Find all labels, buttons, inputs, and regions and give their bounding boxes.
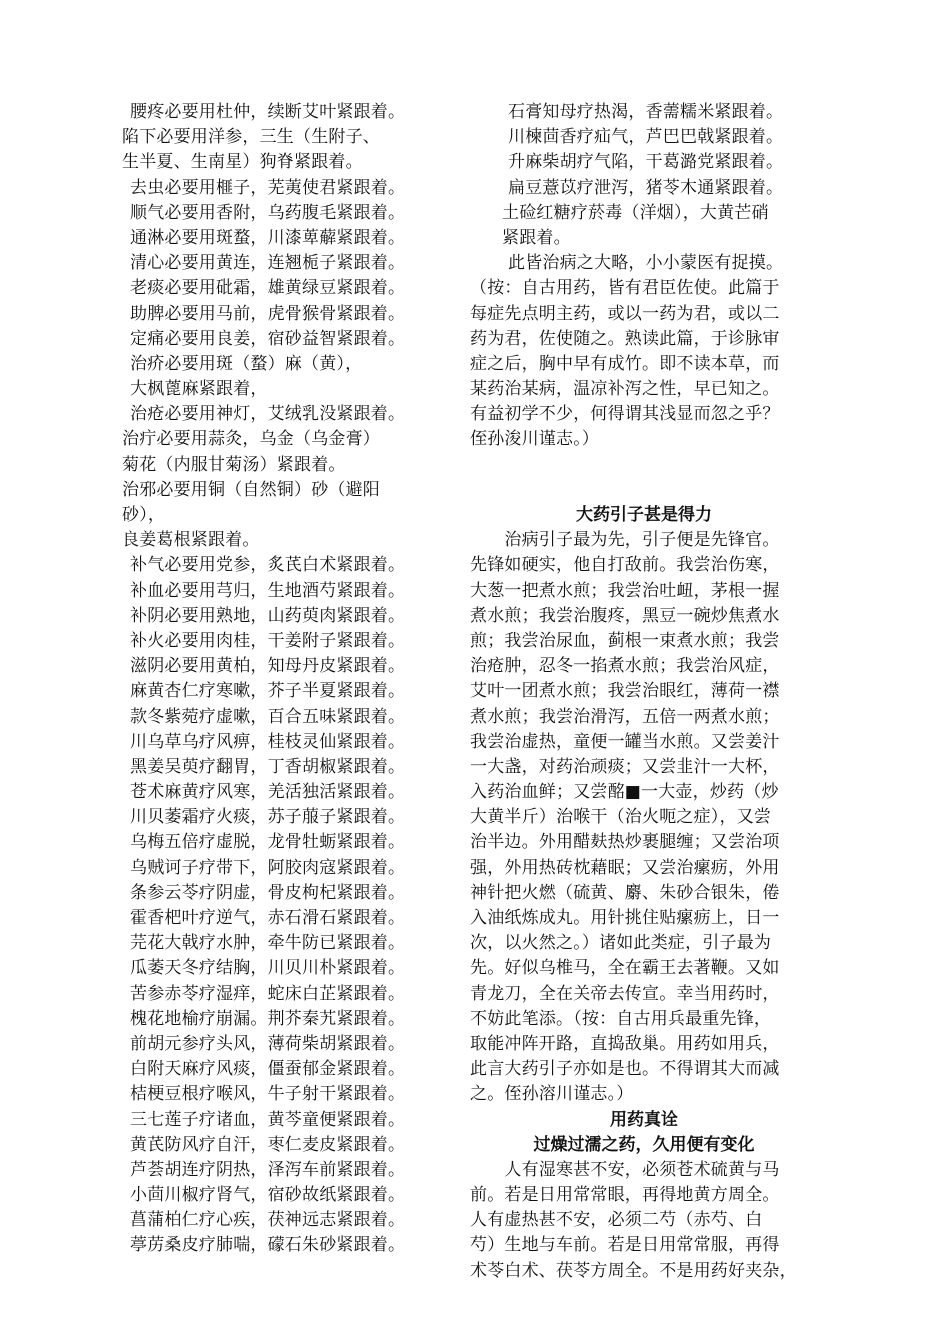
text-line: 煮水煎；我尝治腹疼，黑豆一碗炒焦煮水 xyxy=(470,605,780,626)
text-line: （按：自古用药，皆有君臣佐使。此篇于 xyxy=(470,278,780,299)
text-line: 治邪必要用铜（自然铜）砂（避阳 xyxy=(122,479,380,500)
text-line: 川楝茴香疗疝气，芦巴巴戟紧跟着。 xyxy=(508,127,784,148)
text-line: 定痛必要用良姜，宿砂益智紧跟着。 xyxy=(130,328,406,349)
text-line: 芫花大戟疗水肿，牵牛防已紧跟着。 xyxy=(130,933,406,954)
section-gap xyxy=(470,478,818,503)
text-line: 取能冲阵开路，直捣敌巢。用药如用兵， xyxy=(470,1033,780,1054)
text-line: 槐花地榆疗崩漏。荆芥秦艽紧跟着。 xyxy=(130,1008,406,1029)
text-line: 砂）， xyxy=(122,505,166,525)
section-yongyao-body xyxy=(470,1158,818,1284)
text-line: 大黄半斤）治喉干（治火呃之症），又尝 xyxy=(470,807,772,828)
section-subtitle: 过燥过濡之药，久用便有变化 xyxy=(533,1134,755,1155)
text-line: 补火必要用肉桂，干姜附子紧跟着。 xyxy=(130,630,406,651)
text-line: 此言大药引子亦如是也。不得谓其大而减 xyxy=(470,1059,780,1080)
text-line: 腰疼必要用杜仲，续断艾叶紧跟着。 xyxy=(130,102,406,122)
text-line: 大葱一把煮水煎；我尝治吐衄，茅根一握 xyxy=(470,580,780,601)
text-line: 煮水煎；我尝治滑泻，五倍一两煮水煎； xyxy=(470,706,780,727)
text-line: 助脾必要用马前，虎骨猴骨紧跟着。 xyxy=(130,303,406,324)
text-line: 通淋必要用斑蝥，川漆萆薢紧跟着。 xyxy=(130,227,406,248)
text-line: 青龙刀，全在关帝去传宣。幸当用药时， xyxy=(470,983,780,1004)
text-line: 条参云苓疗阴虚，骨皮枸杞紧跟着。 xyxy=(130,882,406,903)
text-line: 去虫必要用榧子，芜荑使君紧跟着。 xyxy=(130,177,406,198)
text-line: 白附天麻疗风痰，僵蚕郁金紧跟着。 xyxy=(130,1059,406,1080)
text-line: 芦荟胡连疗阴热，泽泻车前紧跟着。 xyxy=(130,1159,406,1180)
text-line: 治疔必要用蒜灸，乌金（乌金膏） xyxy=(122,429,380,450)
text-line: 先锋如硬实，他自打敌前。我尝治伤寒， xyxy=(470,555,780,576)
text-line: 侄孙浚川谨志。） xyxy=(470,429,600,450)
section-title-yinzi: 大药引子甚是得力 xyxy=(576,505,712,525)
text-line: 麻黄杏仁疗寒嗽，芥子半夏紧跟着。 xyxy=(130,681,406,702)
section-title-yongyao: 用药真诠 xyxy=(610,1109,678,1130)
text-line: 小茴川椒疗肾气，宿砂故纸紧跟着。 xyxy=(130,1185,406,1206)
text-line: 先。好似乌椎马，全在霸王去著鞭。又如 xyxy=(470,958,780,979)
text-line: 瓜萎天冬疗结胸，川贝川朴紧跟着。 xyxy=(130,958,406,979)
text-line: 陷下必要用洋参，三生（生附子、 xyxy=(122,127,380,148)
text-line: 清心必要用黄连，连翘栀子紧跟着。 xyxy=(130,253,406,274)
text-line: 治疮必要用神灯，艾绒乳没紧跟着。 xyxy=(130,404,406,425)
text-line: 顺气必要用香附，乌药腹毛紧跟着。 xyxy=(130,202,406,223)
text-line: 菖蒲柏仁疗心疾，茯神远志紧跟着。 xyxy=(130,1210,406,1231)
text-line: 大枫蓖麻紧跟着， xyxy=(130,379,268,400)
verse-continuation xyxy=(470,100,818,453)
text-line: 艾叶一团煮水煎；我尝治眼红，薄荷一襟 xyxy=(470,681,780,702)
text-line: 术苓白术、茯苓方周全。不是用药好夹杂， xyxy=(470,1260,797,1281)
section-gap xyxy=(470,453,818,478)
text-line: 乌梅五倍疗虚脱，龙骨牡蛎紧跟着。 xyxy=(130,832,406,853)
text-line: 不妨此笔添。（按：自古用兵最重先锋， xyxy=(470,1008,772,1029)
text-line: 石膏知母疗热渴，香薷糯米紧跟着。 xyxy=(508,102,784,122)
text-line: 川乌草乌疗风痹，桂枝灵仙紧跟着。 xyxy=(130,731,406,752)
text-line: 煎；我尝治尿血，蓟根一束煮水煎；我尝 xyxy=(470,630,780,651)
text-line: 紧跟着。 xyxy=(502,227,571,248)
text-line: 扁豆薏苡疗泄泻，猪苓木通紧跟着。 xyxy=(508,177,784,198)
text-line: 霍香杷叶疗逆气，赤石滑石紧跟着。 xyxy=(130,908,406,928)
text-line: 芍）生地与车前。若是日用常常服，再得 xyxy=(470,1235,780,1256)
text-line: 一大盏，对药治顽痰；又尝韭汁一大杯， xyxy=(470,756,780,777)
text-line: 菊花（内服甘菊汤）紧跟着。 xyxy=(122,454,346,475)
text-line: 之。侄孙溶川谨志。） xyxy=(470,1084,634,1105)
text-line: 症之后，胸中早有成竹。即不读本草，而 xyxy=(470,353,780,374)
text-line: 前胡元参疗头风，薄荷柴胡紧跟着。 xyxy=(130,1033,406,1054)
text-line: 补阴必要用熟地，山药萸肉紧跟着。 xyxy=(130,605,406,626)
text-line: 老痰必要用砒霜，雄黄绿豆紧跟着。 xyxy=(130,278,406,299)
text-line: 药为君，佐使随之。熟读此篇，于诊脉审 xyxy=(470,328,780,349)
text-line: 治病引子最为先，引子便是先锋官。 xyxy=(470,530,780,551)
text-line: 治疮肿，忍冬一掐煮水煎；我尝治风症， xyxy=(470,656,780,677)
text-line: 某药治某病，温凉补泻之性，早已知之。 xyxy=(470,379,780,400)
text-line: 治疥必要用斑（蝥）麻（黄）， xyxy=(130,353,363,374)
text-line: 川贝萎霜疗火痰，苏子菔子紧跟着。 xyxy=(130,807,406,828)
text-line: 三七莲子疗诸血，黄芩童便紧跟着。 xyxy=(130,1109,406,1130)
text-line: 每症先点明主药，或以一药为君，或以二 xyxy=(470,303,780,324)
text-line: 前。若是日用常常眼，再得地黄方周全。 xyxy=(470,1185,780,1206)
text-line: 次，以火然之。）诸如此类症，引子最为 xyxy=(470,933,772,954)
text-line: 有益初学不少，何得谓其浅显而忽之乎？ xyxy=(470,404,780,425)
text-line: 神针把火燃（硫黄、麝、朱砂合银朱，倦 xyxy=(470,882,780,903)
text-line: 黑姜吴萸疗翻胃，丁香胡椒紧跟着。 xyxy=(130,756,406,777)
section-yinzi-body xyxy=(470,528,818,1107)
left-column xyxy=(122,100,440,1259)
text-line: 升麻柴胡疗气陷，干葛潞党紧跟着。 xyxy=(508,152,784,173)
text-line: 此皆治病之大略，小小蒙医有捉摸。 xyxy=(508,253,784,274)
text-line: 良姜葛根紧跟着。 xyxy=(122,530,260,551)
text-line: 强，外用热砖枕藉眠；又尝治瘰疬，外用 xyxy=(470,857,780,878)
text-line: 款冬紫菀疗虚嗽，百合五味紧跟着。 xyxy=(130,706,406,727)
text-line: 葶苈桑皮疗肺喘，礞石朱砂紧跟着。 xyxy=(130,1235,406,1256)
text-line: 桔梗豆根疗喉风，牛子射干紧跟着。 xyxy=(130,1084,406,1105)
text-line: 苦参赤苓疗湿痒，蛇床白芷紧跟着。 xyxy=(130,983,406,1004)
text-line: 入药治血鲜；又尝酩■一大壶，炒药（炒 xyxy=(470,782,779,803)
text-line: 人有湿寒甚不安，必须苍术硫黄与马 xyxy=(470,1159,780,1180)
text-line: 乌贼诃子疗带下，阿胶肉寇紧跟着。 xyxy=(130,857,406,878)
text-line: 土硷红糖疗菸毒（洋烟），大黄芒硝 xyxy=(502,202,769,223)
text-line: 黄芪防风疗自汗，枣仁麦皮紧跟着。 xyxy=(130,1134,406,1155)
text-line: 人有虚热甚不安，必须二芍（赤芍、白 xyxy=(470,1210,763,1231)
text-line: 入油纸炼成丸。用针挑住贴瘰疬上，日一 xyxy=(470,908,780,928)
right-column xyxy=(470,100,818,1284)
text-line: 滋阴必要用黄柏，知母丹皮紧跟着。 xyxy=(130,656,406,677)
text-line: 治半边。外用醋麸热炒裹腿缠；又尝治项 xyxy=(470,832,780,853)
text-line: 生半夏、生南星）狗脊紧跟着。 xyxy=(122,152,363,173)
text-line: 苍术麻黄疗风寒，羌活独活紧跟着。 xyxy=(130,782,406,803)
text-line: 补血必要用芎归，生地酒芍紧跟着。 xyxy=(130,580,406,601)
text-line: 补气必要用党参，炙芪白术紧跟着。 xyxy=(130,555,406,576)
text-line: 我尝治虚热，童便一罐当水煎。又尝姜汁 xyxy=(470,731,780,752)
